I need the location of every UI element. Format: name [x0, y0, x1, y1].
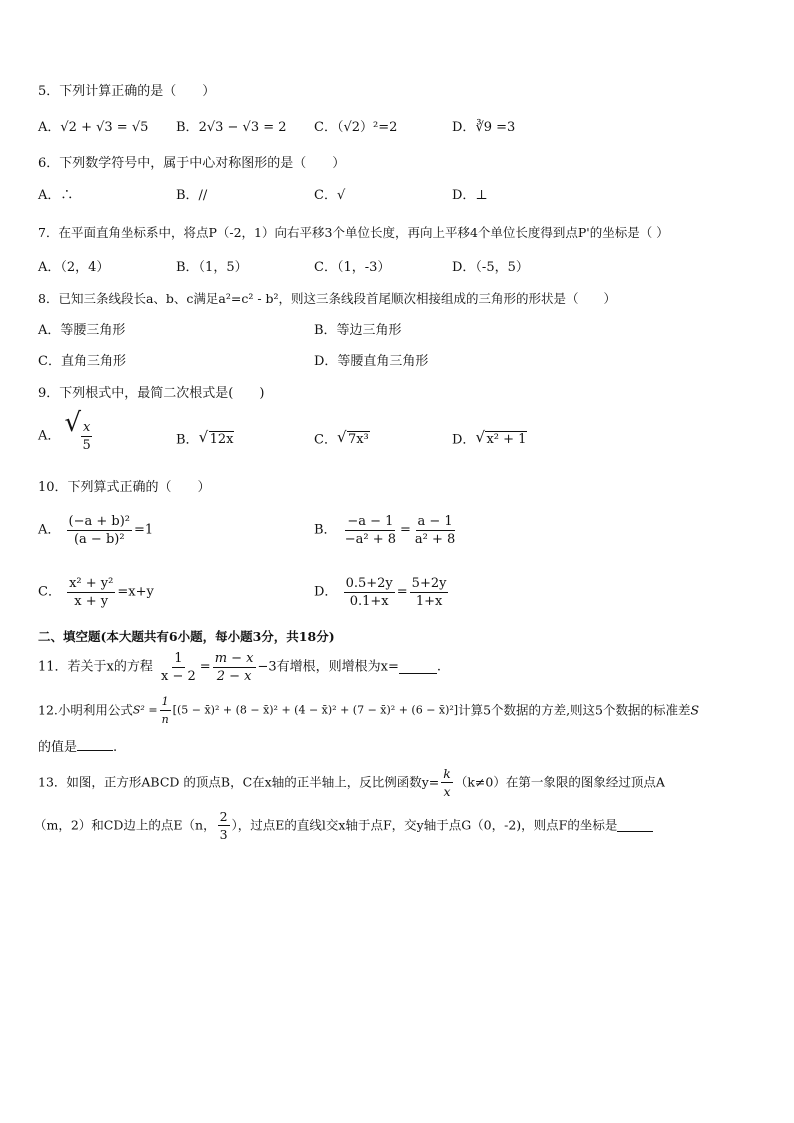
- q9-stem: 9．下列根式中，最简二次根式是( ): [38, 386, 265, 401]
- q12-var: S: [690, 702, 700, 718]
- q9-option-d: D． √ x² + 1: [452, 428, 527, 448]
- q5-b-expr: 2√3 − √3 = 2: [198, 120, 287, 135]
- q11-f2-den: 2 − x: [216, 669, 252, 684]
- q10-b-den2: a² + 8: [414, 532, 456, 547]
- q10-d-label: D．: [314, 584, 338, 600]
- q13-answer-blank[interactable]: [617, 819, 653, 832]
- q6-option-b: B．//: [176, 188, 208, 203]
- q7-option-b: B．（1，5）: [176, 260, 248, 275]
- q10-b-num1: −a − 1: [347, 514, 394, 529]
- q6-stem: 6．下列数学符号中，属于中心对称图形的是（ ）: [38, 156, 346, 171]
- q7-option-d: D．（-5，5）: [452, 260, 529, 275]
- q13-line2: [34, 809, 653, 842]
- q13-f2-num: 2: [219, 809, 228, 824]
- q10-b-num2: a − 1: [417, 514, 453, 529]
- q9-b-expr: 12x: [209, 432, 234, 447]
- q11-pre: 11．若关于x的方程: [38, 659, 153, 675]
- q8-option-d: D．等腰直角三角形: [314, 354, 429, 369]
- q9-option-a: [38, 408, 95, 453]
- q12-end: .: [113, 740, 118, 755]
- q5-d-label: D．: [452, 120, 476, 135]
- q5-option-d: [452, 119, 515, 137]
- q7-option-c: C．（1，-3）: [314, 260, 391, 275]
- q10-a-num: (−a + b)²: [68, 514, 131, 529]
- q13-post: （k≠0）在第一象限的图象经过顶点A: [454, 774, 665, 790]
- q8-stem: 8．已知三条线段长a、b、c满足a²=c² - b²，则这三条线段首尾顺次相接组成的三角形的形状是（ ）: [38, 291, 617, 306]
- q9-b-label: B．: [176, 432, 199, 448]
- q13-line2-pre: （m，2）和CD边上的点E（n，: [34, 817, 216, 833]
- q9-d-label: D．: [452, 432, 476, 448]
- q11: 11．若关于x的方程 $\frac{1}{x - 2}$ = $\frac{m - x}{2 - x}$ −3有增根，则增根为x= .: [38, 651, 442, 684]
- q13-f-num: k: [443, 766, 451, 781]
- q5-option-c: [314, 119, 397, 137]
- q5-stem: 5．下列计算正确的是（ ）: [38, 84, 216, 99]
- q10-option-d: D． $\frac{0.5+2y}{0.1+x}$ = $\frac{5+2y}{1+x}$: [314, 576, 447, 609]
- q12-line2: [38, 738, 117, 757]
- q12-pre: 12.小明利用公式: [38, 702, 133, 718]
- q12-formula-lhs: S² =: [132, 703, 158, 717]
- q10-a-rhs: =1: [134, 522, 154, 538]
- section-2-title: 二、填空题(本大题共有6小题，每小题3分，共18分): [38, 629, 335, 644]
- q9-a-num: x: [83, 420, 91, 435]
- q9-a-label: A．: [38, 428, 61, 444]
- q13-f-den: x: [443, 784, 451, 799]
- q13-pre: 13．如图，正方形ABCD 的顶点B，C在x轴的正半轴上，反比例函数y=: [38, 774, 440, 790]
- q10-option-a: [38, 514, 153, 547]
- q10-d-den1: 0.1+x: [349, 594, 389, 609]
- q10-option-b: B． $\frac{-a - 1}{\text{−a² + 8}}$ = $\frac{a - 1}{\text{a² + 8}}$: [314, 514, 456, 547]
- q10-a-label: A．: [38, 522, 61, 538]
- q11-f1-num: 1: [174, 651, 183, 666]
- q5-d-expr: ∛9 =3: [475, 120, 516, 135]
- q11-answer-blank[interactable]: [399, 661, 437, 674]
- q10-c-label: C．: [38, 584, 61, 600]
- q12-post: 计算5个数据的方差,则这5个数据的标准差: [458, 702, 691, 718]
- q10-option-c: [38, 576, 154, 609]
- q12-f-num: 1: [160, 694, 171, 711]
- q11-post: −3有增根，则增根为x=: [257, 659, 399, 675]
- q11-f1-den: x − 2: [161, 669, 196, 684]
- q12-f-den: n: [161, 713, 169, 726]
- q6-option-d: D．⊥: [452, 188, 488, 203]
- q6-option-c: C．√: [314, 188, 346, 203]
- q5-option-b: [176, 119, 287, 137]
- q5-option-a: [38, 119, 148, 137]
- q10-b-den1: −a² + 8: [344, 532, 396, 547]
- q5-c-label: C．: [314, 120, 337, 135]
- q9-d-expr: x² + 1: [486, 432, 527, 447]
- q9-option-c: C． √ 7x³: [314, 428, 369, 448]
- q6-option-a: A．∴: [38, 188, 74, 203]
- q10-c-den: x + y: [74, 594, 109, 609]
- q9-c-label: C．: [314, 432, 337, 448]
- q5-a-expr: √2 + √3 = √5: [60, 120, 149, 135]
- q12-line2-text: 的值是: [38, 740, 78, 755]
- q5-a-label: A．: [38, 120, 61, 135]
- q5-c-expr: （√2）²=2: [336, 120, 398, 135]
- q8-option-b: B．等边三角形: [314, 323, 402, 338]
- q10-a-den: (a − b)²: [73, 532, 125, 547]
- q8-option-a: A．等腰三角形: [38, 323, 126, 338]
- q7-option-a: A．（2，4）: [38, 260, 110, 275]
- q8-option-c: C．直角三角形: [38, 354, 126, 369]
- q13: [38, 766, 665, 799]
- q12: [38, 694, 699, 727]
- q9-a-radical: √ $\frac{x}{5}$: [64, 408, 91, 453]
- q9-a-den: 5: [82, 438, 91, 453]
- q7-stem: 7．在平面直角坐标系中，将点P（-2，1）向右平移3个单位长度，再向上平移4个单位长度得到点P'的坐标是（ ）: [38, 225, 669, 240]
- q10-c-num: x² + y²: [69, 576, 114, 591]
- q12-formula-rhs: [(5 − x̄)² + (8 − x̄)² + (4 − x̄)² + (7 − x̄)² + (6 − x̄)²]: [172, 703, 459, 717]
- q11-end: .: [436, 659, 442, 675]
- q9-c-expr: 7x³: [347, 432, 369, 447]
- q10-d-den2: 1+x: [415, 594, 443, 609]
- q13-f2-den: 3: [219, 827, 228, 842]
- q10-d-num1: 0.5+2y: [345, 576, 393, 591]
- q13-line2-post: ），过点E的直线l交x轴于点F，交y轴于点G（0，-2)，则点F的坐标是: [231, 817, 618, 833]
- q10-b-label: B．: [314, 522, 337, 538]
- q10-d-num2: 5+2y: [411, 576, 447, 591]
- q5-b-label: B．: [176, 120, 199, 135]
- q10-c-rhs: =x+y: [117, 584, 154, 600]
- q10-stem: 10．下列算式正确的（ ）: [38, 480, 211, 495]
- q11-f2-num: m − x: [214, 651, 254, 666]
- q12-answer-blank[interactable]: [77, 738, 113, 751]
- q9-option-b: B． √ 12x: [176, 428, 234, 448]
